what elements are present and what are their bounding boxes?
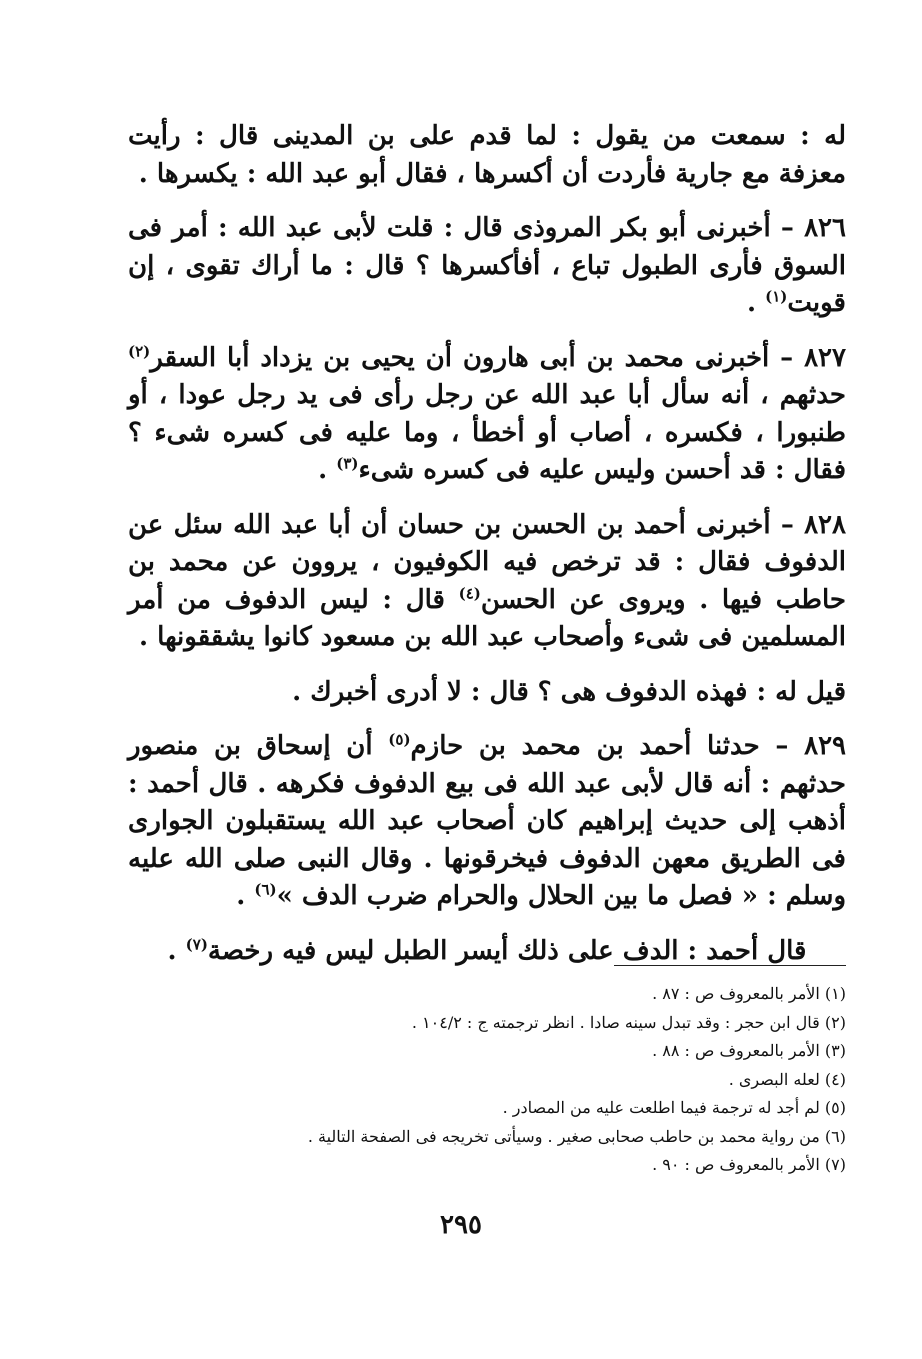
paragraph-826 [128, 210, 846, 323]
main-text [128, 118, 846, 987]
hadith-number: ٨٢٨ [804, 509, 846, 540]
footnote-6: (٦) من رواية محمد بن حاطب صحابى صغير . وسيأتى تخريجه فى الصفحة التالية . [307, 1126, 846, 1146]
paragraph-text: – أخبرنى محمد بن أبى هارون أن يحيى بن يزداد أبا السقر [150, 342, 805, 373]
paragraph-text-end: . [746, 288, 766, 318]
hadith-number: ٨٢٩ [804, 731, 847, 761]
footnote-7: (٧) الأمر بالمعروف ص : ٩٠ . [652, 1155, 846, 1174]
paragraph-text-end: . [167, 935, 186, 966]
footnote-ref: (٥) [388, 730, 411, 749]
paragraph-intro [128, 118, 846, 193]
paragraph-text: – حدثنا أحمد بن محمد بن حازم [410, 731, 805, 761]
footnote-5: (٥) لم أجد له ترجمة فيما اطلعت عليه من المصادر . [502, 1098, 846, 1117]
paragraph-text: قيل له : فهذه الدفوف هى ؟ قال : لا أدرى أخبرك . [292, 676, 846, 707]
paragraph-text: قال أحمد : الدف على ذلك أيسر الطبل ليس فيه رخصة [207, 935, 807, 966]
footnotes [160, 980, 846, 1180]
footnote-divider [614, 965, 846, 966]
footnote-ref: (٧) [185, 934, 208, 953]
paragraph-828 [128, 507, 846, 657]
footnote-2: (٢) قال ابن حجر : وقد تبدل سينه صادا . انظر ترجمته ج : ١٠٤/٢ . [411, 1012, 846, 1032]
paragraph-text-cont: حدثهم ، أنه سأل أبا عبد الله عن رجل رأى فى يد رجل عودا ، أو طنبورا ، فكسره ، أصاب أو أخطأ ، وما عليه فى كسره شىء ؟ فقال : قد أحسن وليس عليه فى كسره شىء [128, 380, 846, 485]
paragraph-text: – أخبرنى أبو بكر المروذى قال : قلت لأبى عبد الله : أمر فى السوق فأرى الطبول تباع ، أفأكسرها ؟ قال : ما أراك تقوى ، إن قويت [128, 213, 846, 318]
footnote-ref: (٦) [254, 880, 277, 899]
paragraph-text-cont: أن إسحاق بن منصور حدثهم : أنه قال لأبى عبد الله فى بيع الدفوف فكرهه . قال أحمد : أذهب إلى حديث إبراهيم كان أصحاب عبد الله يستقبلون الجوارى فى الطريق معهن الدفوف فيخرقونها . وقال النبى صلى الله عليه وسلم : « فصل ما بين الحلال والحرام ضرب الدف » [128, 731, 846, 911]
paragraph-question [128, 674, 846, 712]
page-number: ٢٩٥ [440, 1210, 482, 1240]
footnote-3: (٣) الأمر بالمعروف ص : ٨٨ . [652, 1041, 846, 1060]
footnote-ref: (٤) [458, 583, 481, 602]
paragraph-text-end: . [318, 455, 337, 485]
footnote-ref: (٢) [128, 341, 151, 360]
footnote-ref: (٣) [336, 454, 359, 473]
paragraph-text-end: قال : ليس الدفوف من أمر المسلمين فى شىء وأصحاب عبد الله بن مسعود كانوا يشققونها . [128, 584, 846, 652]
paragraph-827 [128, 340, 846, 490]
paragraph-829 [128, 728, 846, 916]
hadith-number: ٨٢٦ [804, 213, 846, 243]
footnote-4: (٤) لعله البصرى . [728, 1069, 846, 1089]
paragraph-text: – أخبرنى أحمد بن الحسن بن حسان أن أبا عبد الله سئل عن الدفوف فقال : قد ترخص فيه الكوفيون ، يروون عن محمد بن حاطب فيها . ويروى عن الحسن [128, 509, 846, 615]
footnote-ref: (١) [765, 287, 788, 306]
paragraph-text-end: . [236, 881, 255, 911]
hadith-number: ٨٢٧ [804, 342, 846, 373]
footnote-1: (١) الأمر بالمعروف ص : ٨٧ . [652, 984, 846, 1003]
paragraph-text: له : سمعت من يقول : لما قدم على بن المدينى قال : رأيت معزفة مع جارية فأردت أن أكسرها ، فقال أبو عبد الله : يكسرها . [128, 121, 846, 189]
